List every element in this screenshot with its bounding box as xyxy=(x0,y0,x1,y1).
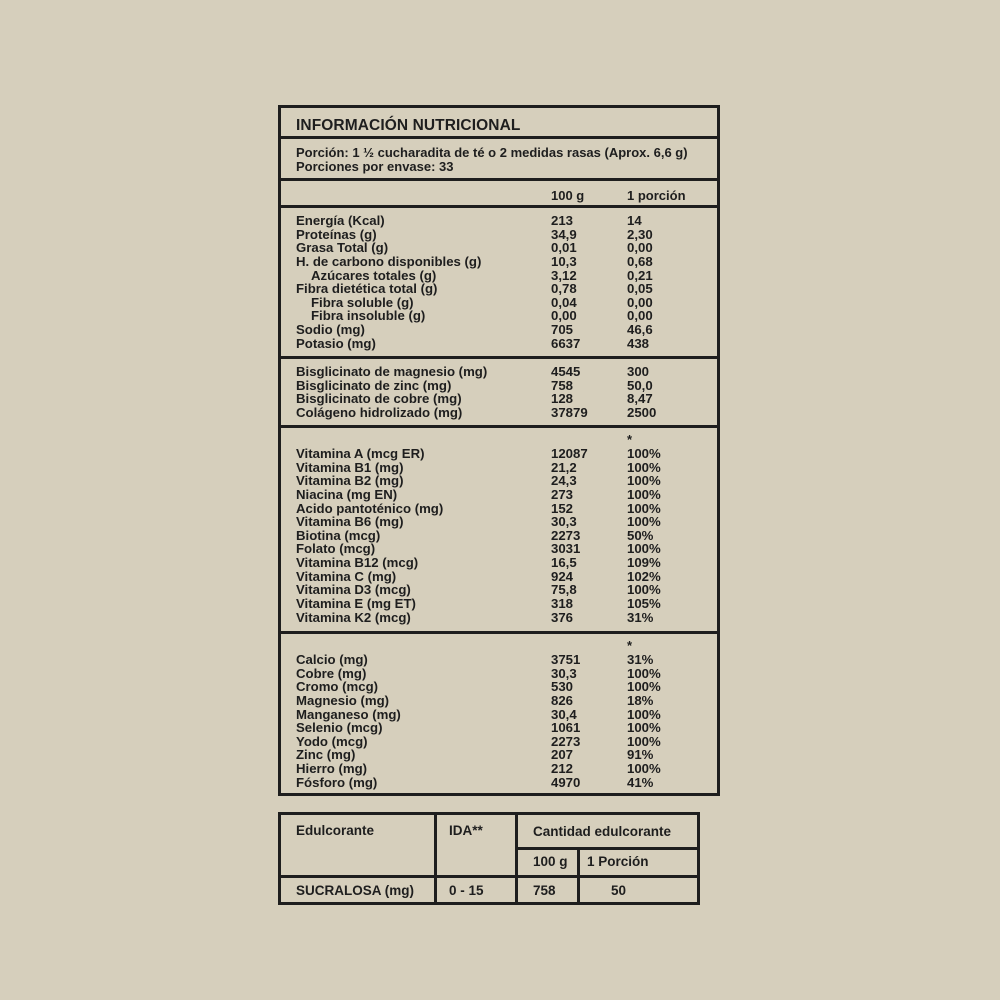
nutrient-value-100g: 10,3 xyxy=(551,253,577,269)
nutrient-value-portion: 41% xyxy=(627,774,654,790)
nutrient-value-100g: 207 xyxy=(551,747,574,763)
nutrient-name: Vitamina B12 (mcg) xyxy=(296,555,419,571)
nutrient-value-100g: 34,9 xyxy=(551,226,577,242)
nutrient-value-portion: 100% xyxy=(627,679,661,695)
nutrient-row xyxy=(281,379,717,393)
nutrient-row xyxy=(281,241,717,255)
nutrient-value-portion: 100% xyxy=(627,761,661,777)
nutrient-value-100g: 318 xyxy=(551,596,574,612)
nutrient-value-portion: 100% xyxy=(627,459,661,475)
nutrient-value-portion: 100% xyxy=(627,733,661,749)
nutrient-name: Vitamina B1 (mg) xyxy=(296,459,404,475)
nutrient-value-100g: 12087 xyxy=(551,446,588,461)
nutrient-value-portion: 100% xyxy=(627,446,661,461)
sweetener-table xyxy=(278,812,700,905)
nutrient-row xyxy=(281,255,717,269)
nutrient-name: Cobre (mg) xyxy=(296,665,367,681)
sweetener-header-portion: 1 Porción xyxy=(587,854,649,869)
nutrient-value-portion: 0,00 xyxy=(627,240,653,256)
sweetener-header-name: Edulcorante xyxy=(296,823,375,838)
nutrient-value-portion: 31% xyxy=(627,652,654,667)
nutrient-value-100g: 24,3 xyxy=(551,473,577,489)
column-header-100g: 100 g xyxy=(551,188,585,203)
nutrient-value-portion: 100% xyxy=(627,500,661,516)
nutrient-value-100g: 21,2 xyxy=(551,459,577,475)
nutrient-value-portion: 46,6 xyxy=(627,322,653,338)
nutrient-name: Vitamina B2 (mg) xyxy=(296,473,404,489)
minerals-section xyxy=(281,634,717,793)
nutrient-name: Manganeso (mg) xyxy=(296,706,401,722)
nutrient-name: Vitamina E (mg ET) xyxy=(296,596,416,612)
sweetener-row-name: SUCRALOSA (mg) xyxy=(296,883,414,898)
sweetener-row-ida: 0 - 15 xyxy=(449,883,484,898)
nutrient-value-portion: 0,00 xyxy=(627,308,653,324)
nutrient-value-100g: 128 xyxy=(551,391,574,407)
nutrient-row xyxy=(281,542,717,556)
nutrient-value-100g: 826 xyxy=(551,692,574,708)
nutrient-value-portion: 109% xyxy=(627,555,661,571)
nutrient-value-portion: 100% xyxy=(627,514,661,530)
nutrient-value-portion: 14 xyxy=(627,213,642,228)
nutrient-name: Vitamina A (mcg ER) xyxy=(296,446,425,461)
nutrient-value-portion: 100% xyxy=(627,665,661,681)
nutrient-value-100g: 376 xyxy=(551,609,574,625)
nutrient-row xyxy=(281,762,717,776)
divider xyxy=(434,815,437,902)
nutrient-name: Vitamina C (mg) xyxy=(296,568,397,584)
nutrient-name: Azúcares totales (g) xyxy=(311,267,437,283)
nutrient-value-portion: 0,68 xyxy=(627,253,653,269)
nutrient-name: Fósforo (mg) xyxy=(296,774,378,790)
nutrient-row xyxy=(281,583,717,597)
nutrient-row xyxy=(281,488,717,502)
nutrient-value-100g: 16,5 xyxy=(551,555,577,571)
nutrient-value-100g: 212 xyxy=(551,761,574,777)
nutrient-value-portion: 0,21 xyxy=(627,267,653,283)
nutrient-row xyxy=(281,323,717,337)
nutrient-row xyxy=(281,570,717,584)
nutrient-value-100g: 30,4 xyxy=(551,706,577,722)
nutrient-row xyxy=(281,597,717,611)
minerals-footnote-marker: * xyxy=(627,638,633,653)
vitamins-section xyxy=(281,428,717,634)
nutrient-name: Energía (Kcal) xyxy=(296,213,385,228)
nutrition-title: INFORMACIÓN NUTRICIONAL xyxy=(296,117,521,134)
serving-info xyxy=(296,146,688,174)
nutrient-row xyxy=(281,282,717,296)
nutrient-name: Hierro (mg) xyxy=(296,761,368,777)
nutrient-name: Bisglicinato de cobre (mg) xyxy=(296,391,462,407)
nutrient-value-portion: 31% xyxy=(627,609,654,625)
sweetener-header-ida: IDA** xyxy=(449,823,483,838)
nutrient-name: Selenio (mcg) xyxy=(296,720,383,736)
nutrient-row xyxy=(281,337,717,351)
nutrient-row xyxy=(281,228,717,242)
nutrient-value-100g: 2273 xyxy=(551,527,581,543)
nutrient-value-portion: 100% xyxy=(627,720,661,736)
nutrient-value-portion: 102% xyxy=(627,568,661,584)
nutrient-value-portion: 100% xyxy=(627,541,661,557)
sweetener-row-100g: 758 xyxy=(533,883,556,898)
nutrient-row xyxy=(281,214,717,228)
nutrient-value-100g: 30,3 xyxy=(551,514,577,530)
compounds-list xyxy=(281,365,717,420)
nutrient-value-100g: 2273 xyxy=(551,733,581,749)
nutrient-value-100g: 924 xyxy=(551,568,574,584)
nutrient-value-100g: 0,78 xyxy=(551,281,577,297)
nutrient-name: Calcio (mg) xyxy=(296,652,368,667)
minerals-list xyxy=(281,653,717,789)
sweetener-header-100g: 100 g xyxy=(533,854,568,869)
nutrient-name: Bisglicinato de magnesio (mg) xyxy=(296,364,488,379)
nutrient-value-100g: 37879 xyxy=(551,404,588,420)
compounds-section xyxy=(281,359,717,428)
nutrient-row xyxy=(281,611,717,625)
nutrient-name: Fibra dietética total (g) xyxy=(296,281,438,297)
nutrient-row xyxy=(281,667,717,681)
nutrient-value-100g: 152 xyxy=(551,500,574,516)
column-header-section xyxy=(281,181,717,208)
nutrient-value-100g: 1061 xyxy=(551,720,581,736)
nutrient-row xyxy=(281,680,717,694)
nutrient-row xyxy=(281,653,717,667)
nutrient-row xyxy=(281,502,717,516)
nutrient-value-100g: 705 xyxy=(551,322,574,338)
serving-section xyxy=(281,139,717,181)
nutrient-name: Vitamina B6 (mg) xyxy=(296,514,404,530)
nutrient-value-100g: 3,12 xyxy=(551,267,577,283)
divider xyxy=(281,875,697,878)
nutrient-value-portion: 105% xyxy=(627,596,661,612)
nutrient-value-100g: 30,3 xyxy=(551,665,577,681)
nutrient-row xyxy=(281,721,717,735)
nutrient-name: Cromo (mcg) xyxy=(296,679,379,695)
nutrient-name: Zinc (mg) xyxy=(296,747,356,763)
nutrient-value-portion: 100% xyxy=(627,582,661,598)
nutrient-name: Niacina (mg EN) xyxy=(296,486,398,502)
nutrient-name: Colágeno hidrolizado (mg) xyxy=(296,404,463,420)
nutrient-row xyxy=(281,556,717,570)
nutrient-value-100g: 530 xyxy=(551,679,574,695)
nutrient-value-100g: 0,04 xyxy=(551,294,577,310)
nutrient-value-100g: 4545 xyxy=(551,364,581,379)
nutrient-row xyxy=(281,392,717,406)
nutrient-name: Bisglicinato de zinc (mg) xyxy=(296,377,452,393)
nutrient-value-portion: 18% xyxy=(627,692,654,708)
nutrient-row xyxy=(281,309,717,323)
macros-section xyxy=(281,208,717,359)
nutrient-value-100g: 75,8 xyxy=(551,582,577,598)
nutrient-value-portion: 100% xyxy=(627,486,661,502)
nutrient-value-portion: 100% xyxy=(627,473,661,489)
nutrient-value-portion: 300 xyxy=(627,364,650,379)
nutrient-row xyxy=(281,365,717,379)
nutrient-value-100g: 0,00 xyxy=(551,308,577,324)
nutrient-row xyxy=(281,269,717,283)
serving-size: Porción: 1 ½ cucharadita de té o 2 medidas rasas (Aprox. 6,6 g) xyxy=(296,145,688,160)
nutrient-value-100g: 4970 xyxy=(551,774,581,790)
vitamins-footnote-marker: * xyxy=(627,432,633,447)
nutrient-row xyxy=(281,515,717,529)
nutrient-value-100g: 213 xyxy=(551,213,574,228)
nutrient-value-portion: 2,30 xyxy=(627,226,653,242)
nutrient-name: H. de carbono disponibles (g) xyxy=(296,253,482,269)
vitamins-list xyxy=(281,447,717,624)
nutrient-row xyxy=(281,447,717,461)
nutrient-name: Vitamina K2 (mcg) xyxy=(296,609,411,625)
nutrient-name: Biotina (mcg) xyxy=(296,527,381,543)
nutrient-value-portion: 50,0 xyxy=(627,377,653,393)
nutrient-value-portion: 100% xyxy=(627,706,661,722)
nutrient-name: Proteínas (g) xyxy=(296,226,377,242)
servings-per-container: Porciones por envase: 33 xyxy=(296,159,454,174)
nutrient-name: Acido pantoténico (mg) xyxy=(296,500,444,516)
nutrient-row xyxy=(281,406,717,420)
nutrient-name: Magnesio (mg) xyxy=(296,692,390,708)
sweetener-header-amount: Cantidad edulcorante xyxy=(533,824,672,839)
nutrient-value-portion: 438 xyxy=(627,335,650,351)
nutrient-name: Potasio (mg) xyxy=(296,335,376,351)
nutrient-value-portion: 91% xyxy=(627,747,654,763)
nutrient-value-100g: 6637 xyxy=(551,335,581,351)
nutrient-value-portion: 0,05 xyxy=(627,281,653,297)
nutrient-name: Sodio (mg) xyxy=(296,322,365,338)
nutrient-row xyxy=(281,694,717,708)
nutrition-title-section xyxy=(281,108,717,139)
nutrient-value-100g: 3031 xyxy=(551,541,581,557)
nutrient-row xyxy=(281,461,717,475)
nutrient-value-portion: 50% xyxy=(627,527,654,543)
nutrient-name: Fibra insoluble (g) xyxy=(311,308,426,324)
nutrient-value-100g: 0,01 xyxy=(551,240,577,256)
nutrition-facts-table xyxy=(278,105,720,796)
nutrient-row xyxy=(281,735,717,749)
column-header-portion: 1 porción xyxy=(627,188,686,203)
nutrient-value-100g: 273 xyxy=(551,486,574,502)
sweetener-row-portion: 50 xyxy=(611,883,627,898)
nutrient-name: Yodo (mcg) xyxy=(296,733,368,749)
nutrient-name: Fibra soluble (g) xyxy=(311,294,414,310)
divider xyxy=(515,847,697,850)
nutrient-value-portion: 2500 xyxy=(627,404,657,420)
nutrient-value-portion: 0,00 xyxy=(627,294,653,310)
nutrient-row xyxy=(281,776,717,790)
nutrient-name: Folato (mcg) xyxy=(296,541,376,557)
nutrient-value-portion: 8,47 xyxy=(627,391,653,407)
divider xyxy=(515,815,518,902)
macros-list xyxy=(281,214,717,350)
nutrient-row xyxy=(281,748,717,762)
nutrient-name: Vitamina D3 (mcg) xyxy=(296,582,411,598)
nutrient-value-100g: 3751 xyxy=(551,652,581,667)
nutrient-row xyxy=(281,474,717,488)
nutrient-row xyxy=(281,708,717,722)
nutrient-name: Grasa Total (g) xyxy=(296,240,389,256)
nutrient-row xyxy=(281,529,717,543)
nutrient-row xyxy=(281,296,717,310)
nutrient-value-100g: 758 xyxy=(551,377,574,393)
